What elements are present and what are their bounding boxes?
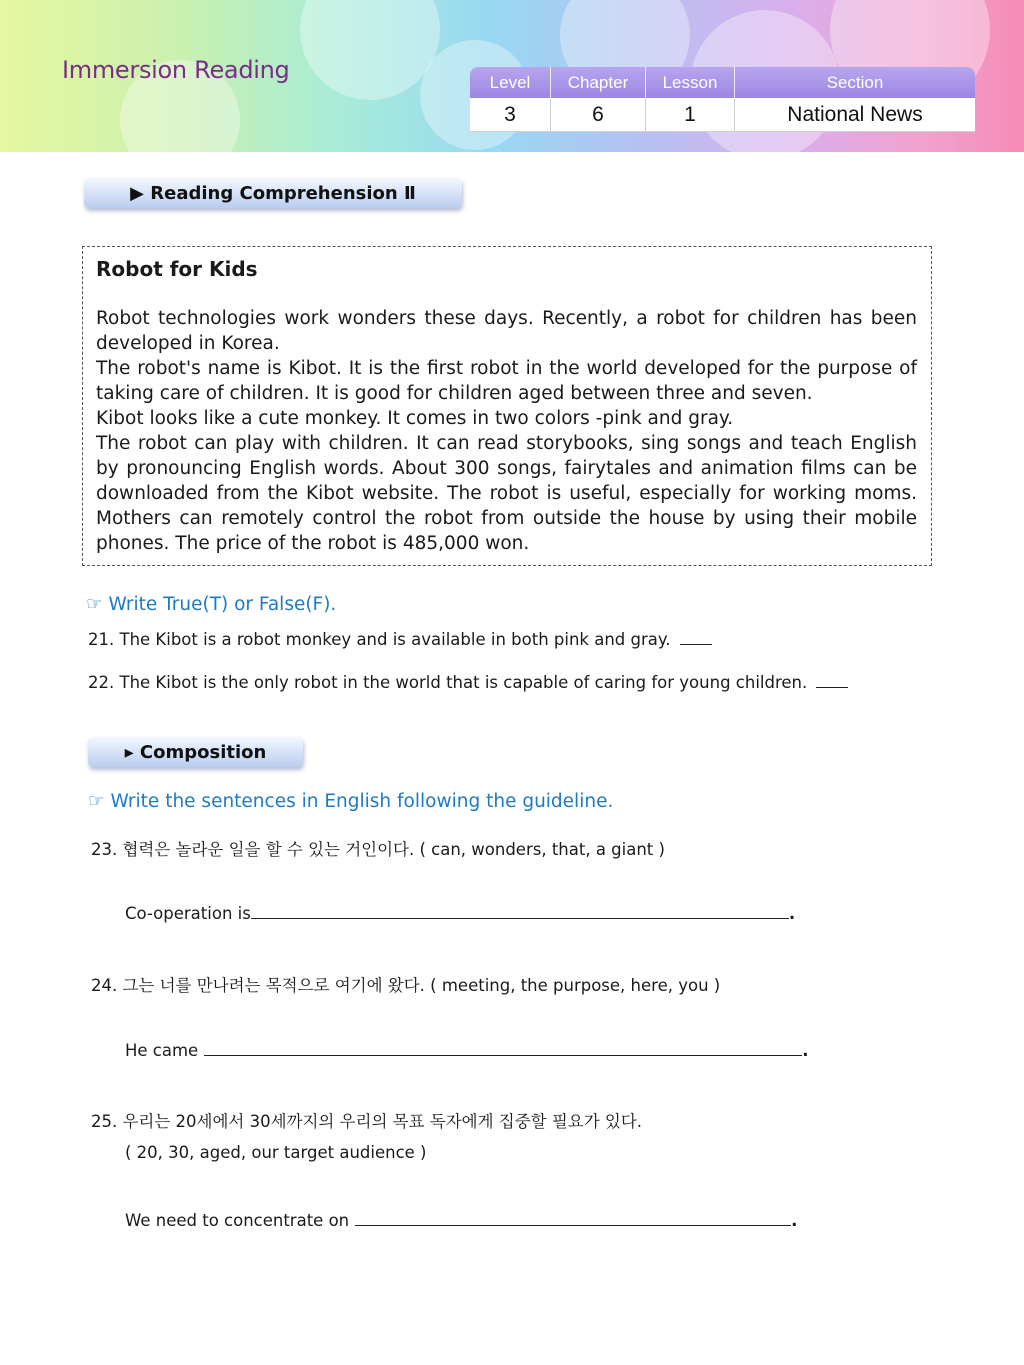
question-25-hint: ( 20, 30, aged, our target audience ): [125, 1143, 427, 1162]
col-section: Section: [734, 67, 975, 98]
col-lesson: Lesson: [645, 67, 734, 98]
answer-22-blank[interactable]: [816, 673, 848, 688]
passage-title: Robot for Kids: [96, 257, 258, 281]
col-chapter: Chapter: [550, 67, 645, 98]
answer-21-blank[interactable]: [680, 630, 712, 645]
passage-paragraph: The robot's name is Kibot. It is the first robot in the world developed for the purpose of taking care of children. It is good for children aged between three and seven.: [96, 358, 917, 404]
period: .: [802, 1041, 809, 1060]
info-header-row: [470, 67, 975, 98]
answer-25-prompt: We need to concentrate on: [125, 1211, 350, 1230]
reading-passage: [82, 246, 932, 566]
composition-instruction: ☞ Write the sentences in English following the guideline.: [88, 791, 614, 812]
answer-24: [125, 1041, 809, 1060]
lesson-value: 1: [645, 98, 734, 131]
answer-24-prompt: He came: [125, 1041, 199, 1060]
answer-23: [125, 904, 795, 923]
answer-24-blank[interactable]: [204, 1041, 802, 1056]
section-value: National News: [734, 98, 975, 131]
question-24: 24. 그는 너를 만나려는 목적으로 여기에 왔다. ( meeting, the purpose, here, you ): [91, 976, 721, 995]
answer-25: [125, 1211, 797, 1230]
lesson-info-table: [470, 67, 975, 133]
level-value: 3: [504, 102, 516, 126]
question-21-text: 21. The Kibot is a robot monkey and is available in both pink and gray.: [88, 630, 671, 649]
brand-logo: Immersion Reading: [62, 56, 290, 84]
answer-23-blank[interactable]: [251, 904, 789, 919]
passage-paragraph: The robot can play with children. It can read storybooks, sing songs and teach English by pronouncing English words. About 300 songs, fairytales and animation films can be downloaded from the Kibot website. The robot is useful, especially for working moms. Mothers can remotely control the robot from outside the house by using their mobile phones. The price of the robot is 485,000 won.: [96, 433, 917, 554]
composition-header: ▸ Composition: [88, 737, 303, 767]
chapter-value: 6: [550, 98, 645, 131]
answer-23-prompt: Co-operation is: [125, 904, 251, 923]
reading-comprehension-header: ▶ Reading Comprehension Ⅱ: [84, 178, 462, 208]
col-level: Level: [489, 72, 531, 92]
decor-circle: [300, 0, 440, 100]
question-22-text: 22. The Kibot is the only robot in the world that is capable of caring for young children.: [88, 673, 808, 692]
question-21: [88, 630, 712, 649]
truefalse-instruction: ☞ Write True(T) or False(F).: [86, 594, 337, 615]
period: .: [791, 1211, 798, 1230]
question-23: 23. 협력은 놀라운 일을 할 수 있는 거인이다. ( can, wonders, that, a giant ): [91, 840, 665, 859]
passage-paragraph: Robot technologies work wonders these days. Recently, a robot for children has been developed in Korea.: [96, 308, 917, 354]
passage-paragraph: Kibot looks like a cute monkey. It comes in two colors -pink and gray.: [96, 408, 734, 429]
answer-25-blank[interactable]: [355, 1211, 791, 1226]
period: .: [788, 904, 796, 923]
question-22: [88, 673, 848, 692]
header-banner: [0, 0, 1024, 152]
info-value-row: [470, 98, 975, 132]
question-25: 25. 우리는 20세에서 30세까지의 우리의 목표 독자에게 집중할 필요가 있다.: [91, 1112, 643, 1131]
